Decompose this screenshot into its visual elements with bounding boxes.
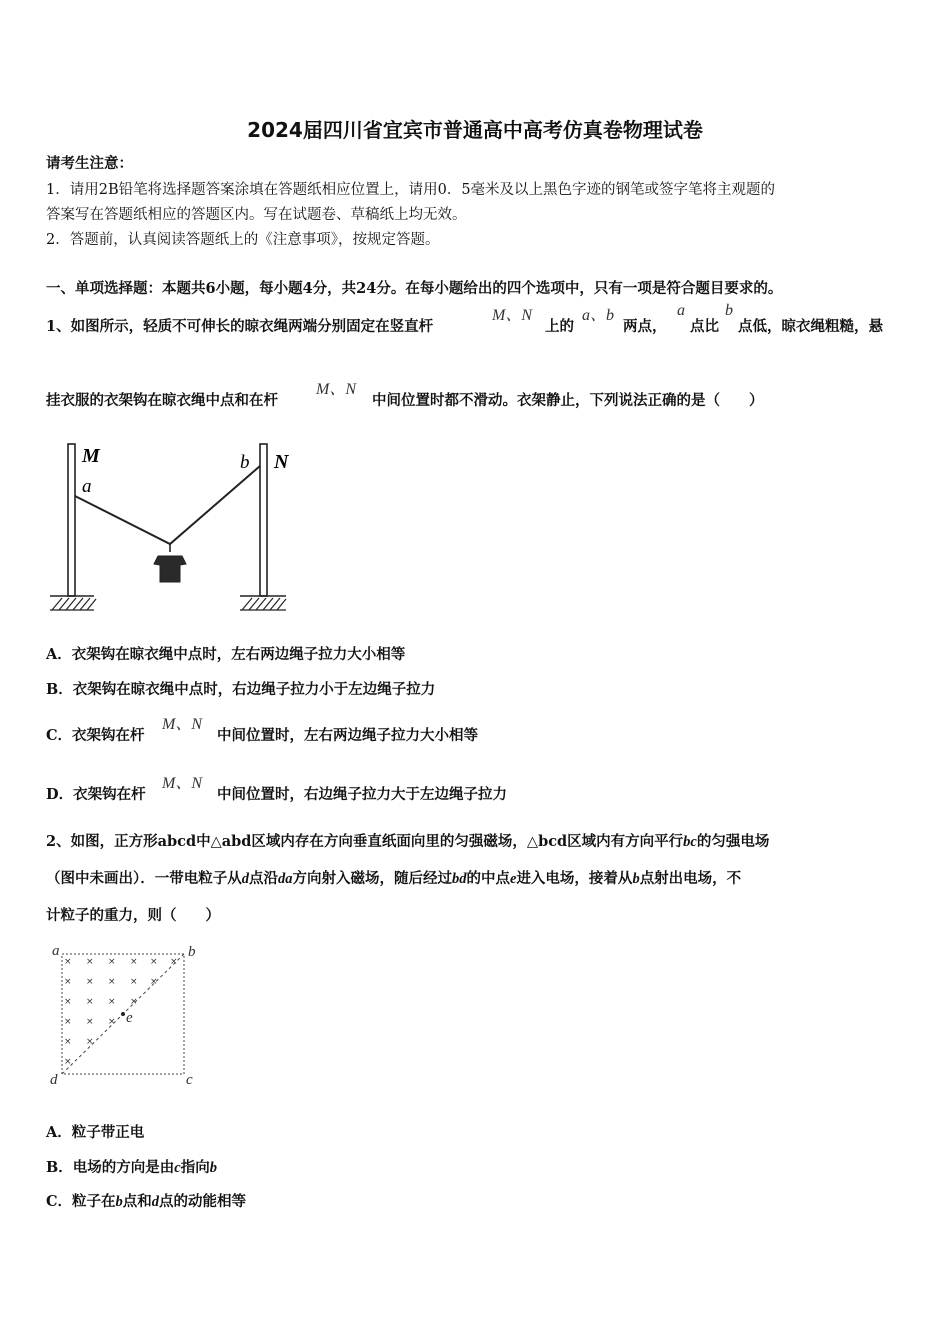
svg-text:×: × <box>150 957 158 967</box>
q1-symbol-b: b <box>725 302 733 319</box>
svg-text:×: × <box>64 997 72 1007</box>
svg-text:×: × <box>64 1017 72 1027</box>
q1-symbol-a: a <box>677 302 685 319</box>
q2-text-2d: 的中点 <box>466 870 510 887</box>
q2-text-2c: 方向射入磁场，随后经过 <box>292 870 452 887</box>
svg-text:×: × <box>150 977 158 987</box>
svg-text:×: × <box>86 997 94 1007</box>
q1-option-d-2: 中间位置时，右边绳子拉力大于左边绳子拉力 <box>217 786 507 803</box>
svg-text:×: × <box>108 1017 116 1027</box>
midpoint-e <box>121 1012 125 1016</box>
svg-text:×: × <box>130 957 138 967</box>
svg-text:×: × <box>108 997 116 1007</box>
q1-symbol-mn-2: M、N <box>316 381 357 398</box>
q2-text-1b: 的匀强电场 <box>696 833 770 850</box>
q2-line-2 <box>46 867 741 888</box>
q1-option-c-1: C．衣架钩在杆 <box>46 727 145 744</box>
q1-option-c-symbol: M、N <box>162 716 203 733</box>
svg-text:×: × <box>86 957 94 967</box>
notice-line-1b: 答案写在答题纸相应的答题区内。写在试题卷、草稿纸上均无效。 <box>46 207 467 223</box>
q1-text-4: 点比 <box>690 318 719 335</box>
svg-text:×: × <box>108 977 116 987</box>
q1-option-a: A．衣架钩在晾衣绳中点时，左右两边绳子拉力大小相等 <box>46 646 406 663</box>
q2-text-2b: 点沿 <box>249 870 278 887</box>
svg-text:×: × <box>64 1037 72 1047</box>
svg-text:×: × <box>130 997 138 1007</box>
q1-option-b: B．衣架钩在晾衣绳中点时，右边绳子拉力小于左边绳子拉力 <box>46 681 436 698</box>
q1-text-1: 1、如图所示，轻质不可伸长的晾衣绳两端分别固定在竖直杆 <box>46 318 434 335</box>
q2-option-c-var-d: d <box>151 1194 160 1210</box>
q2-line-3: 计粒子的重力，则（ ） <box>46 907 220 924</box>
pole-n <box>260 444 267 596</box>
label-b: b <box>240 452 250 473</box>
q1-option-d-1: D．衣架钩在杆 <box>46 786 146 803</box>
label-c: c <box>186 1072 193 1088</box>
svg-text:×: × <box>86 1017 94 1027</box>
q2-option-c-2: 点和 <box>122 1193 152 1210</box>
q2-line-1 <box>46 830 769 851</box>
q2-var-e: e <box>510 871 517 887</box>
q1-option-c-2: 中间位置时，左右两边绳子拉力大小相等 <box>217 727 478 744</box>
pole-m <box>68 444 75 596</box>
q2-option-b-1: B．电场的方向是由 <box>46 1159 175 1176</box>
svg-text:×: × <box>86 977 94 987</box>
q2-option-c-3: 点的动能相等 <box>159 1193 247 1210</box>
notice-heading: 请考生注意： <box>46 155 133 172</box>
q2-option-b-var-c: c <box>174 1160 181 1176</box>
q2-text-1a: 2、如图，正方形abcd中△abd区域内存在方向垂直纸面向里的匀强磁场，△bcd区域内有方向平行 <box>46 833 684 850</box>
label-a: a <box>52 943 60 959</box>
q2-var-bd: bd <box>452 871 467 887</box>
svg-text:×: × <box>108 957 116 967</box>
label-a: a <box>82 476 92 497</box>
label-e: e <box>126 1010 133 1026</box>
q1-text-5: 点低，晾衣绳粗糙，悬 <box>738 318 883 335</box>
q1-symbol-mn: M、N <box>492 307 533 324</box>
label-n: N <box>274 451 289 473</box>
section-heading: 一、单项选择题：本题共6小题，每小题4分，共24分。在每小题给出的四个选项中，只有一项是符合题目要求的。 <box>46 280 783 297</box>
q1-clothesline-figure <box>44 438 314 620</box>
q1-text-7: 中间位置时都不滑动。衣架静止，下列说法正确的是（ ） <box>372 392 764 409</box>
svg-text:×: × <box>64 1057 72 1067</box>
q2-option-b-var-b: b <box>209 1160 217 1176</box>
q2-text-2f: 点射出电场，不 <box>639 870 742 887</box>
q2-var-da: da <box>278 871 293 887</box>
q2-var-b: b <box>632 871 640 887</box>
page-title: 2024届四川省宜宾市普通高中高考仿真卷物理试卷 <box>247 118 703 142</box>
svg-text:×: × <box>86 1037 94 1047</box>
q2-option-c <box>46 1190 246 1211</box>
q2-text-2a: （图中未画出）．一带电粒子从 <box>46 870 242 887</box>
q2-var-bc: bc <box>683 834 697 850</box>
svg-text:×: × <box>64 957 72 967</box>
q2-square-field-figure <box>46 938 206 1090</box>
q2-text-2e: 进入电场，接着从 <box>516 870 633 887</box>
label-b: b <box>188 944 196 960</box>
q2-option-b <box>46 1156 217 1177</box>
shirt-icon <box>154 556 186 582</box>
svg-text:×: × <box>64 977 72 987</box>
q1-text-3: 两点， <box>623 318 667 335</box>
q1-text-2: 上的 <box>545 318 574 335</box>
label-d: d <box>50 1072 58 1088</box>
q2-var-d: d <box>241 871 249 887</box>
q2-option-a: A．粒子带正电 <box>46 1124 145 1141</box>
notice-line-1a: 1．请用2B铅笔将选择题答案涂填在答题纸相应位置上，请用0．5毫米及以上黑色字迹的钢笔或签字笔将主观题的 <box>46 182 776 198</box>
svg-text:×: × <box>170 957 178 967</box>
q1-option-d-symbol: M、N <box>162 775 203 792</box>
q2-option-c-var-b: b <box>115 1194 123 1210</box>
q1-symbol-ab: a、b <box>582 307 615 324</box>
notice-line-2: 2．答题前，认真阅读答题纸上的《注意事项》，按规定答题。 <box>46 232 440 248</box>
q2-option-c-1: C．粒子在 <box>46 1193 116 1210</box>
label-m: M <box>82 445 100 467</box>
q1-text-6: 挂衣服的衣架钩在晾衣绳中点和在杆 <box>46 392 278 409</box>
svg-text:×: × <box>130 977 138 987</box>
q2-option-b-2: 指向 <box>180 1159 210 1176</box>
clothesline-rope <box>75 466 260 544</box>
